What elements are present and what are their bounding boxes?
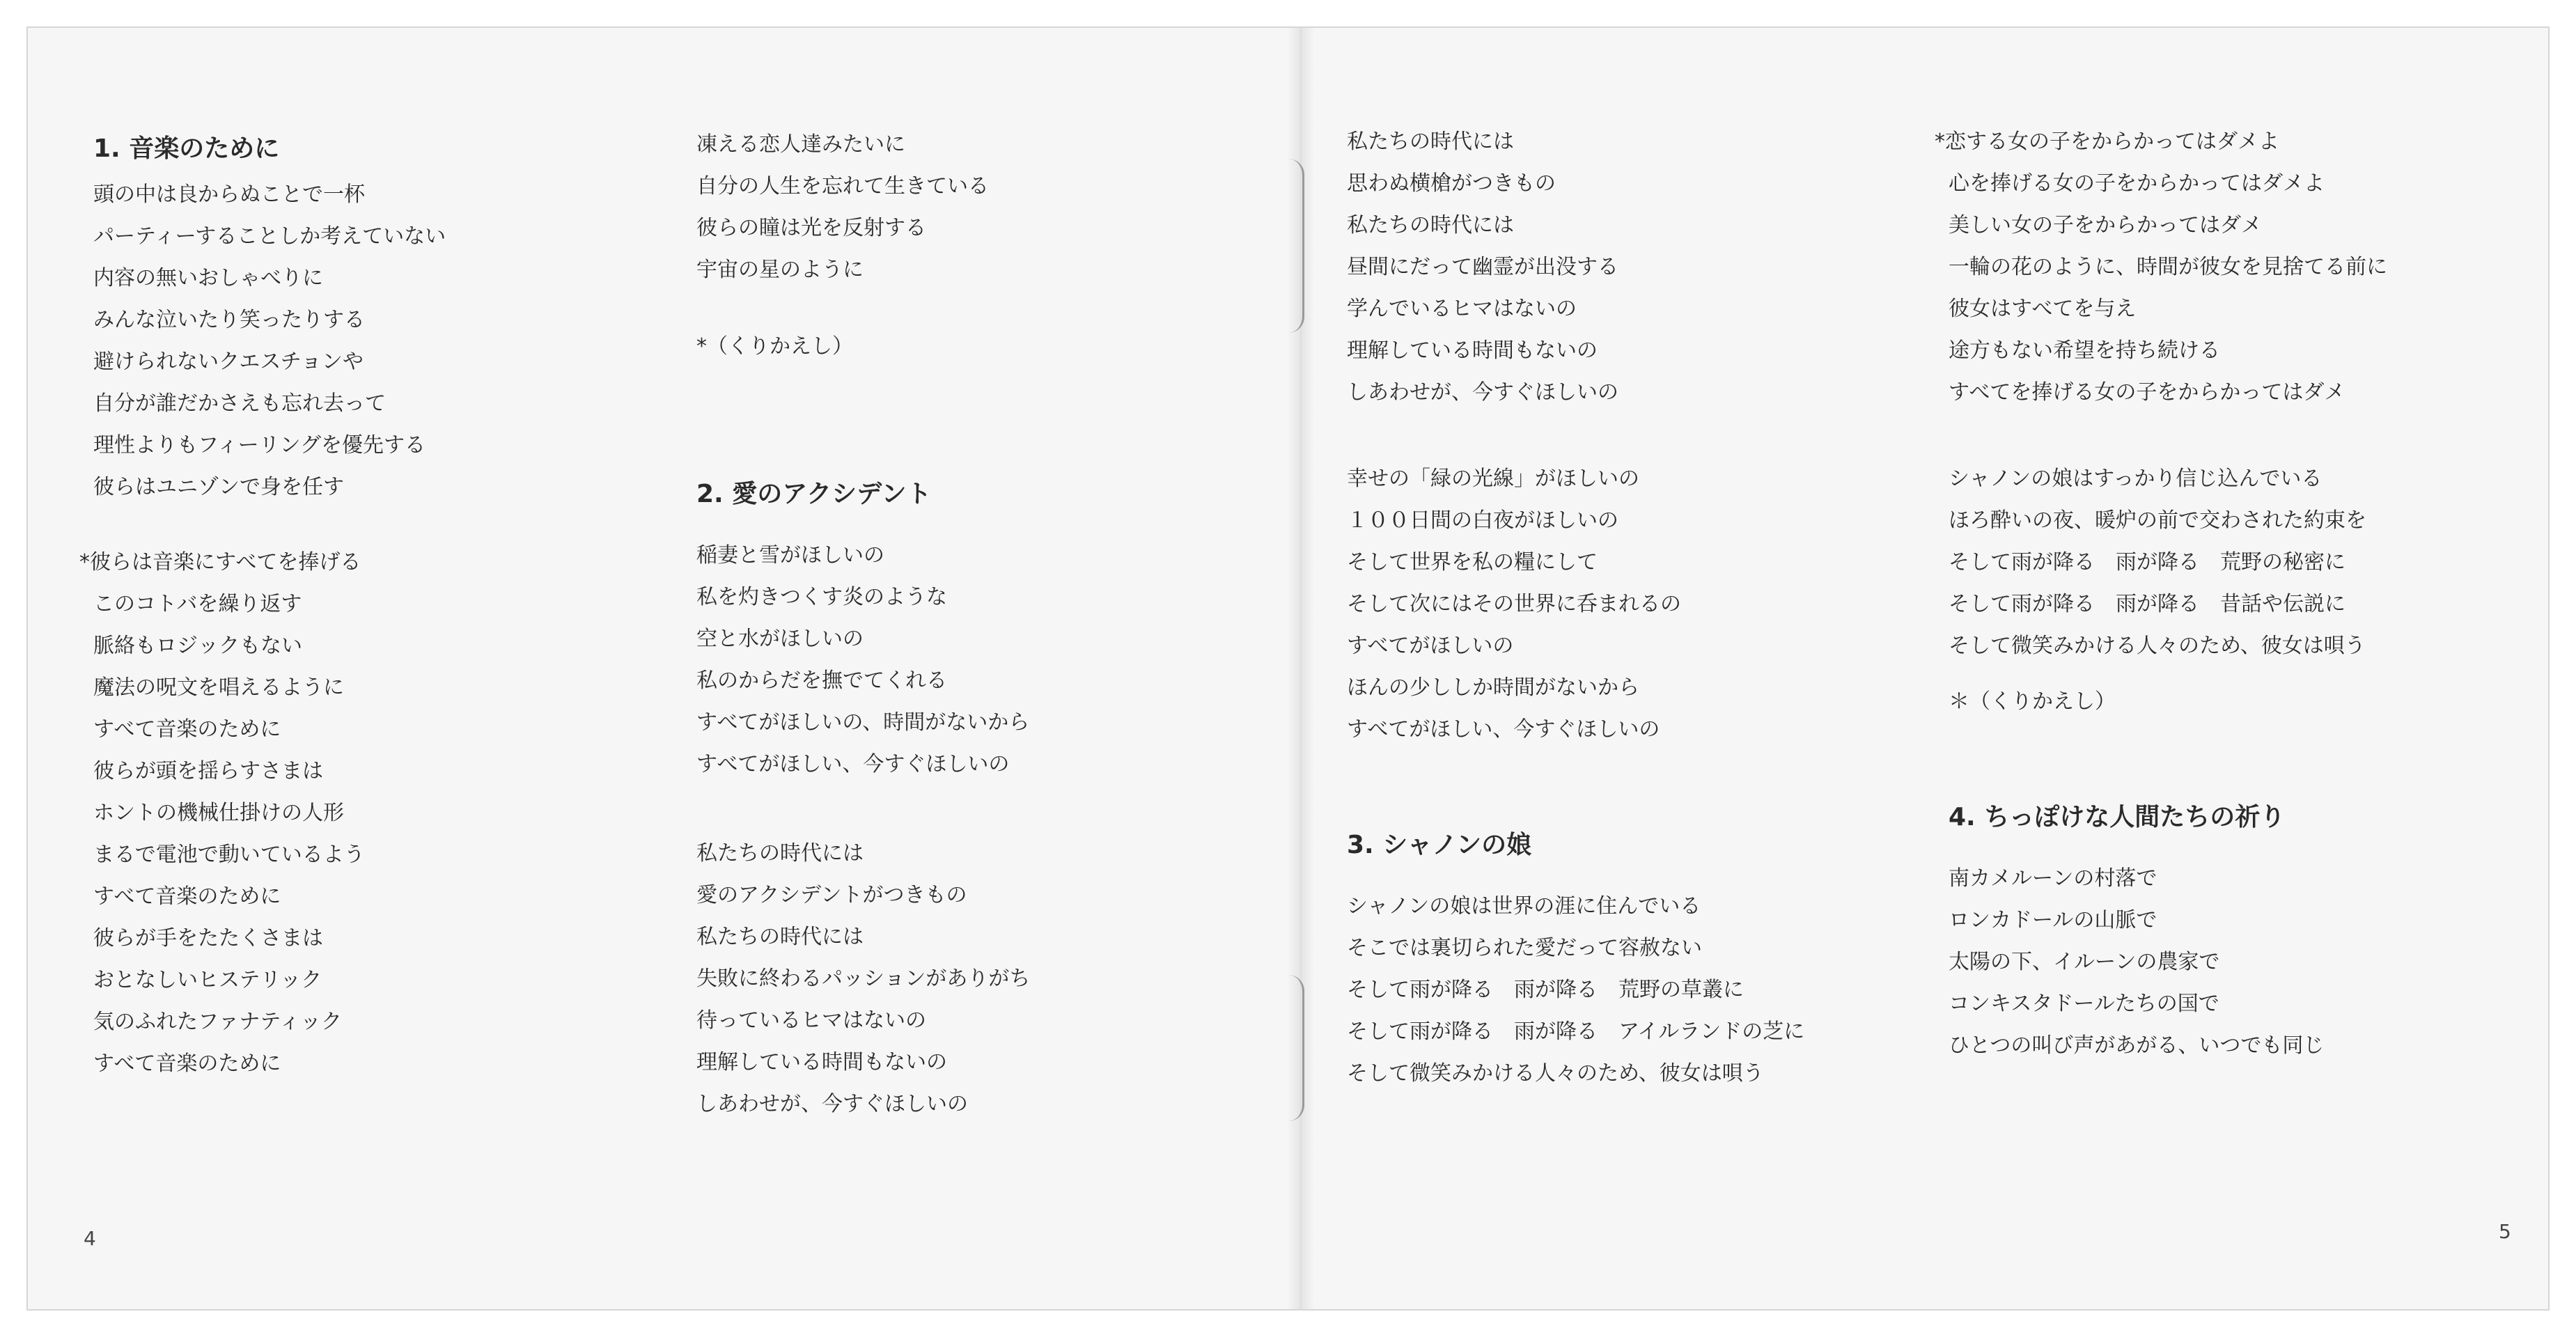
lyric-line: すべて音楽のために — [93, 717, 281, 742]
lyric-line: そして雨が降る 雨が降る 昔話や伝説に — [1949, 592, 2345, 616]
stanza-gap — [1347, 414, 1918, 458]
lyric-line: ほろ酔いの夜、暖炉の前で交わされた約束を — [1949, 508, 2366, 533]
stanza-gap — [696, 368, 1267, 469]
lyric-line: すべてがほしい、今すぐほしいの — [696, 752, 1010, 776]
song-column-2 — [696, 124, 1267, 1125]
lyric-line: そして雨が降る 雨が降る アイルランドの芝に — [1347, 1019, 1805, 1044]
lyric-line: 一輪の花のように、時間が彼女を見捨てる前に — [1949, 255, 2387, 279]
lyric-line: そこでは裏切られた愛だって容赦ない — [1347, 936, 1702, 960]
song-column-1 — [79, 124, 664, 1085]
stanza-gap — [1935, 667, 2506, 681]
lyric-line: そして微笑みかける人々のため、彼女は唄う — [1347, 1061, 1764, 1086]
stanza-gap — [696, 291, 1267, 326]
refrain-marker: *（くりかえし） — [696, 334, 853, 359]
lyric-line: 彼らはユニゾンで身を任す — [93, 475, 344, 499]
lyric-line: しあわせが、今すぐほしいの — [696, 1092, 968, 1116]
song-title-1: 1. 音楽のために — [93, 134, 280, 163]
lyric-line: 理性よりもフィーリングを優先する — [93, 433, 426, 458]
lyric-line: 失敗に終わるパッションがありがち — [696, 967, 1031, 991]
lyric-line: 空と水がほしいの — [696, 627, 864, 651]
lyric-line: 理解している時間もないの — [696, 1050, 947, 1074]
lyric-line: 私のからだを撫でてくれる — [696, 668, 947, 693]
lyric-line: ロンカドールの山脈で — [1949, 908, 2157, 932]
lyric-line: 私たちの時代には — [1347, 213, 1514, 237]
staple-mark-bottom — [1288, 975, 1304, 1121]
lyric-line: しあわせが、今すぐほしいの — [1347, 380, 1618, 405]
lyric-line: まるで電池で動いているよう — [93, 843, 365, 867]
lyric-line: すべてがほしいの — [1347, 634, 1514, 658]
lyric-line: 彼らが手をたたくさまは — [93, 926, 323, 951]
lyric-line: このコトバを繰り返す — [93, 592, 302, 616]
lyric-line: おとなしいヒステリック — [93, 968, 322, 992]
page-number-left: 4 — [84, 1227, 96, 1250]
song-title-4: 4. ちっぽけな人間たちの祈り — [1949, 803, 2286, 831]
lyric-line: 私たちの時代には — [696, 841, 864, 866]
lyric-line: 途方もない希望を持ち続ける — [1949, 338, 2220, 363]
stanza-gap — [1347, 870, 1918, 886]
lyric-line: 待っているヒマはないの — [696, 1008, 926, 1033]
stanza-gap — [696, 519, 1267, 535]
lyric-line: すべて音楽のために — [93, 1051, 281, 1076]
stanza-gap — [1347, 751, 1918, 820]
song-column-4 — [1935, 121, 2506, 1067]
lyric-line: 私を灼きつくす炎のような — [696, 585, 947, 609]
stanza-gap — [1935, 414, 2506, 458]
lyric-line: 幸せの「緑の光線」がほしいの — [1347, 467, 1639, 491]
lyric-line: 昼間にだって幽霊が出没する — [1347, 255, 1618, 279]
lyric-line: 稲妻と雪がほしいの — [696, 543, 884, 568]
lyric-line: シャノンの娘はすっかり信じ込んでいる — [1949, 467, 2323, 491]
lyric-line: *恋する女の子をからかってはダメよ — [1935, 130, 2279, 154]
stanza-gap — [93, 508, 664, 542]
lyric-line: すべてを捧げる女の子をからかってはダメ — [1949, 380, 2345, 405]
lyric-line: そして雨が降る 雨が降る 荒野の秘密に — [1949, 550, 2345, 574]
lyric-line: 南カメルーンの村落で — [1949, 866, 2157, 891]
lyric-line: 頭の中は良からぬことで一杯 — [93, 182, 365, 207]
song-title-2: 2. 愛のアクシデント — [696, 480, 932, 508]
lyric-line: 自分の人生を忘れて生きている — [696, 174, 989, 198]
lyric-line: ほんの少ししか時間がないから — [1347, 675, 1639, 700]
staple-mark-top — [1288, 159, 1304, 333]
song-column-3 — [1347, 121, 1918, 1095]
lyric-line: 魔法の呪文を唱えるように — [93, 675, 344, 700]
lyric-line: 避けられないクエスチョンや — [93, 350, 364, 374]
lyric-line: 私たちの時代には — [696, 925, 864, 949]
lyric-line: 自分が誰だかさえも忘れ去って — [93, 391, 386, 416]
lyric-line: すべて音楽のために — [93, 884, 281, 909]
lyric-line: そして微笑みかける人々のため、彼女は唄う — [1949, 634, 2366, 658]
lyric-line: すべてがほしいの、時間がないから — [696, 710, 1030, 735]
lyric-line: 心を捧げる女の子をからかってはダメよ — [1949, 171, 2325, 196]
lyric-line: 気のふれたファナティック — [93, 1010, 342, 1034]
lyric-line: シャノンの娘は世界の涯に住んでいる — [1347, 894, 1701, 918]
lyric-line: ホントの機械仕掛けの人形 — [93, 801, 344, 825]
stanza-gap — [696, 785, 1267, 833]
lyric-line: 太陽の下、イルーンの農家で — [1949, 950, 2220, 974]
lyric-line: そして次にはその世界に呑まれるの — [1347, 592, 1681, 616]
refrain-marker: ＊（くりかえし） — [1949, 689, 2116, 714]
page-number-right: 5 — [2499, 1220, 2511, 1243]
lyric-line: 美しい女の子をからかってはダメ — [1949, 213, 2262, 237]
lyric-line: 理解している時間もないの — [1347, 338, 1598, 363]
lyric-line: 宇宙の星のように — [696, 258, 864, 282]
lyric-line: 愛のアクシデントがつきもの — [696, 883, 967, 907]
lyric-line: そして世界を私の糧にして — [1347, 550, 1598, 574]
stanza-gap — [1935, 723, 2506, 792]
lyric-line: 思わぬ横槍がつきもの — [1347, 171, 1556, 196]
lyric-line: 彼らが頭を揺らすさまは — [93, 759, 323, 783]
lyric-line: 学んでいるヒマはないの — [1347, 297, 1577, 321]
lyric-line: 彼女はすべてを与え — [1949, 297, 2137, 321]
lyric-line: 脈絡もロジックもない — [93, 634, 302, 658]
lyric-line: コンキスタドールたちの国で — [1949, 992, 2219, 1016]
lyric-line: パーティーすることしか考えていない — [93, 224, 446, 249]
lyric-line: *彼らは音楽にすべてを捧げる — [79, 550, 361, 574]
stanza-gap — [1935, 843, 2506, 858]
lyric-line: １００日間の白夜がほしいの — [1347, 508, 1618, 533]
lyric-line: ひとつの叫び声があがる、いつでも同じ — [1949, 1033, 2325, 1058]
lyric-line: そして雨が降る 雨が降る 荒野の草叢に — [1347, 978, 1744, 1002]
lyric-line: みんな泣いたり笑ったりする — [93, 308, 365, 332]
lyric-line: すべてがほしい、今すぐほしいの — [1347, 717, 1660, 742]
lyric-line: 彼らの瞳は光を反射する — [696, 216, 926, 240]
song-title-3: 3. シャノンの娘 — [1347, 831, 1532, 859]
lyric-line: 凍える恋人達みたいに — [696, 132, 905, 157]
lyric-line: 私たちの時代には — [1347, 130, 1514, 154]
lyric-line: 内容の無いおしゃべりに — [93, 266, 323, 290]
